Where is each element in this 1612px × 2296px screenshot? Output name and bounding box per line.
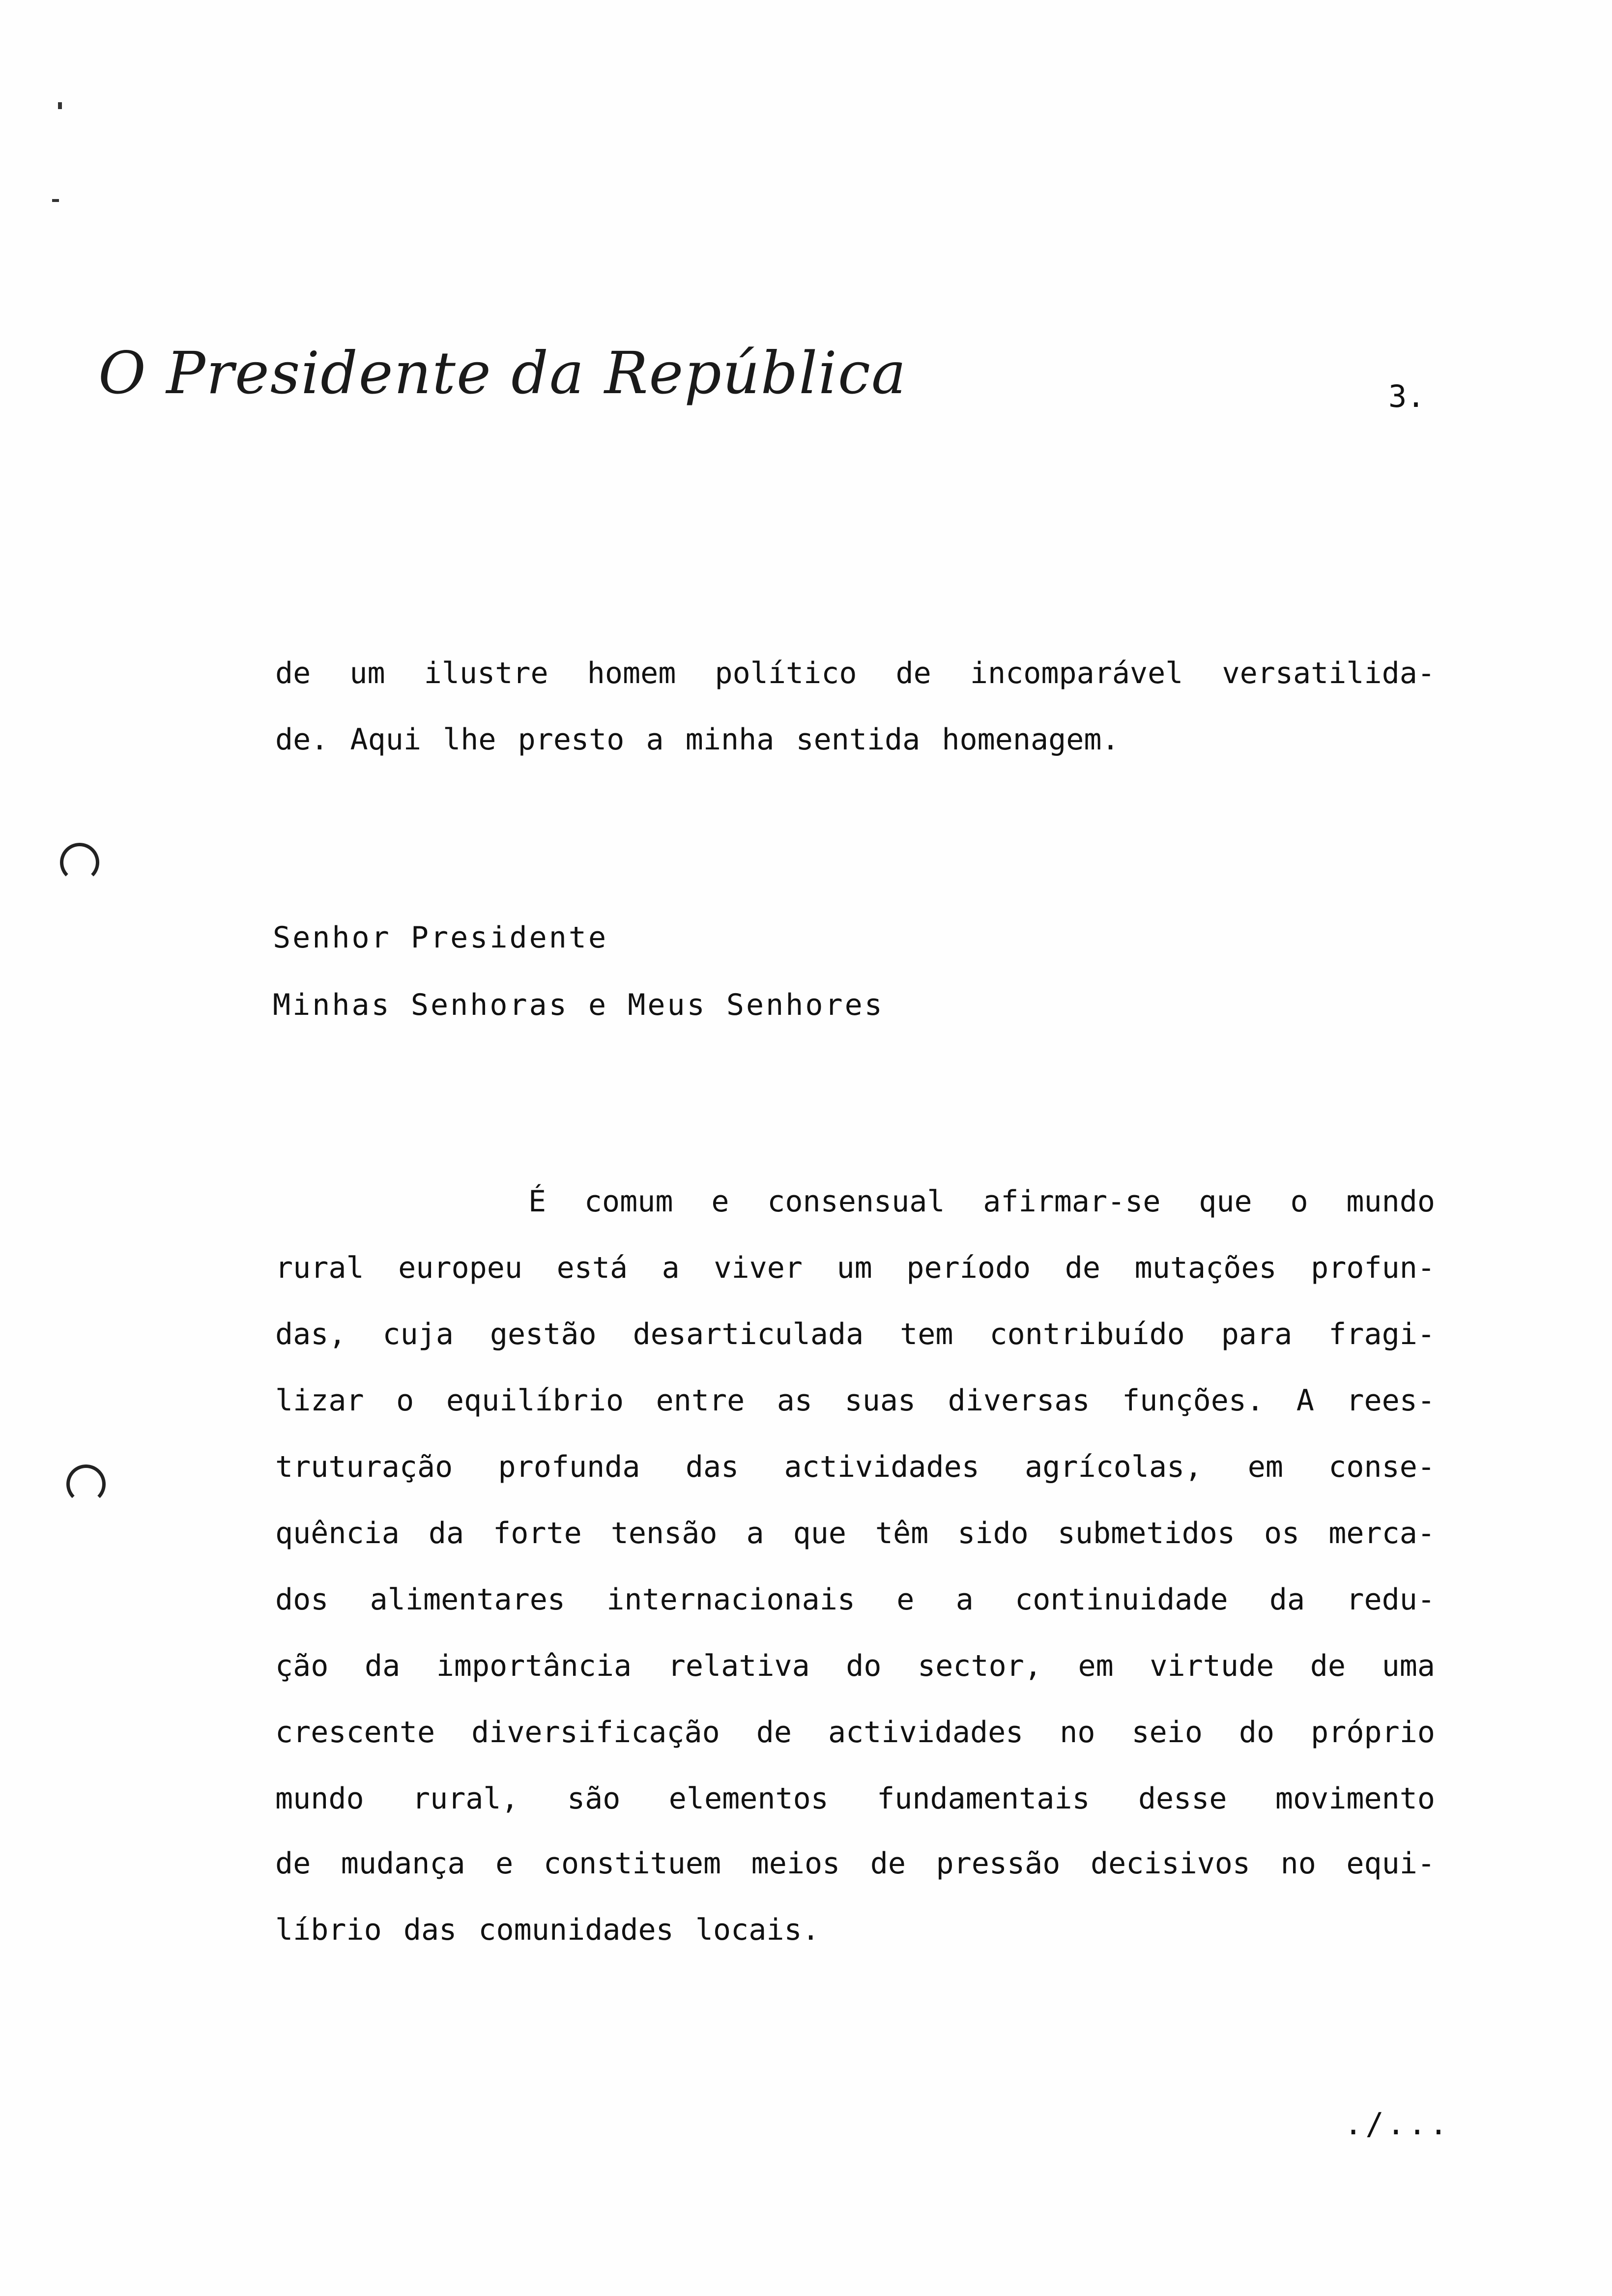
main-paragraph-line-2: rural europeu está a viver um período de mutações profun- (275, 1251, 1435, 1285)
main-paragraph-line-1: É comum e consensual afirmar-se que o mundo (528, 1184, 1435, 1219)
main-paragraph-line-12: líbrio das comunidades locais. (275, 1913, 820, 1947)
main-paragraph-line-5: truturação profunda das actividades agrícolas, em conse- (275, 1450, 1435, 1484)
salutation-line-1: Senhor Presidente (273, 920, 608, 955)
main-paragraph-line-9: crescente diversificação de actividades no seio do próprio (275, 1715, 1435, 1750)
main-paragraph-line-4: lizar o equilíbrio entre as suas diversas funções. A rees- (275, 1383, 1435, 1418)
page-number: 3. (1388, 378, 1425, 414)
scan-speck (58, 102, 62, 109)
main-paragraph-line-11: de mudança e constituem meios de pressão decisivos no equi- (275, 1846, 1435, 1881)
letterhead-title: O Presidente da República (98, 339, 907, 407)
main-paragraph-line-7: dos alimentares internacionais e a continuidade da redu- (275, 1582, 1435, 1617)
main-paragraph-line-8: ção da importância relativa do sector, em virtude de uma (275, 1649, 1435, 1683)
scan-speck (52, 199, 59, 202)
main-paragraph-line-3: das, cuja gestão desarticulada tem contribuído para fragi- (275, 1317, 1435, 1351)
salutation-line-2: Minhas Senhoras e Meus Senhores (273, 988, 884, 1022)
main-paragraph-line-10: mundo rural, são elementos fundamentais desse movimento (275, 1781, 1435, 1816)
continuation-mark: ./... (1344, 2106, 1451, 2142)
opening-line-2: de. Aqui lhe presto a minha sentida homenagem. (275, 722, 1120, 757)
opening-line-1: de um ilustre homem político de incomparável versatilida- (275, 656, 1435, 690)
punch-hole-mark (60, 843, 99, 882)
main-paragraph-line-6: quência da forte tensão a que têm sido submetidos os merca- (275, 1516, 1435, 1550)
punch-hole-mark (66, 1464, 106, 1504)
